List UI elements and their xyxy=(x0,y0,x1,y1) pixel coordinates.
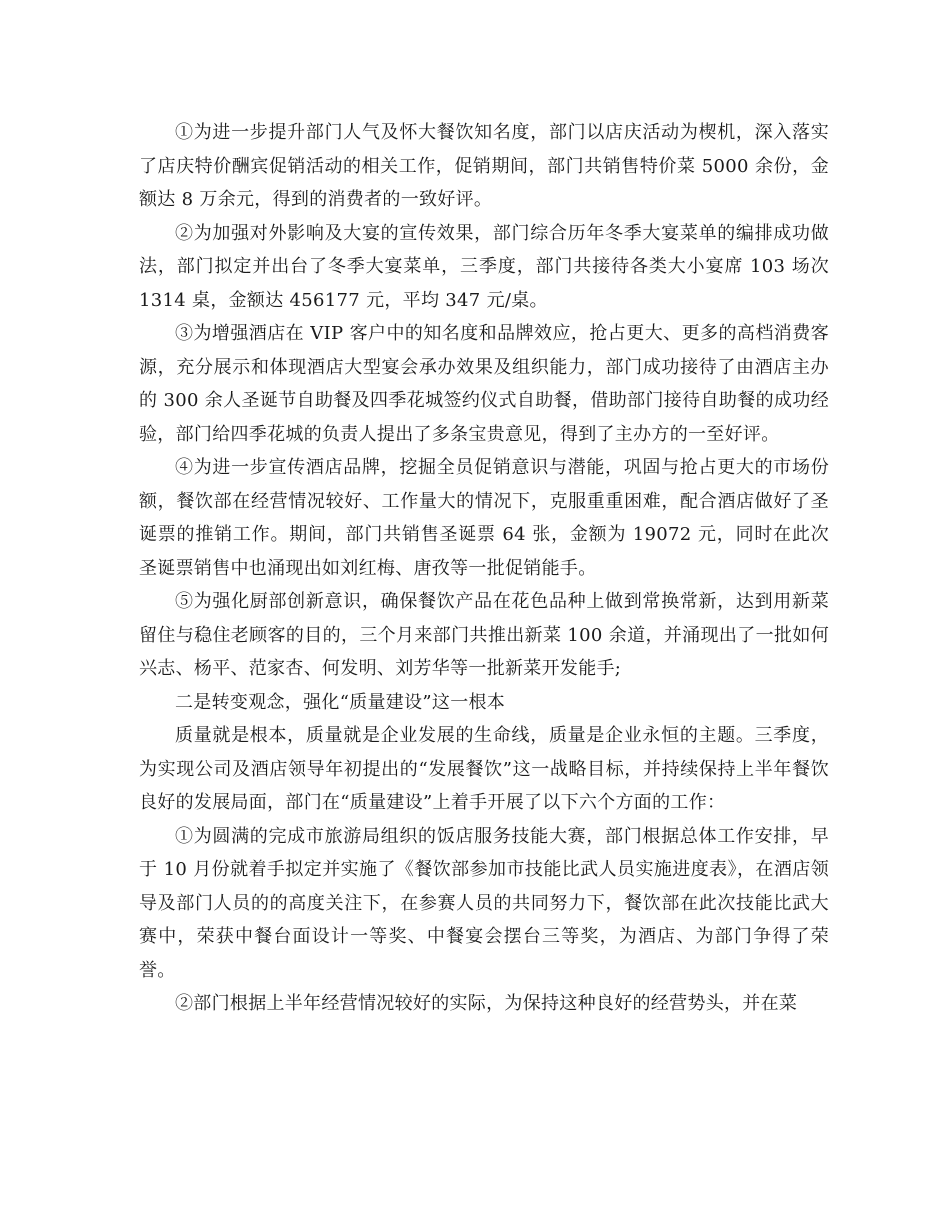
paragraph-skills-competition: ①为圆满的完成市旅游局组织的饭店服务技能大赛，部门根据总体工作安排，早于 10 月份就着手拟定并实施了《餐饮部参加市技能比武人员实施进度表》，在酒店领导及部门人员的的高度关注下，在参赛人员的共同努力下，餐饮部在此次技能比武大赛中，荣获中餐台面设计一等奖、中餐宴会摆台三等奖，为酒店、为部门争得了荣誉。 xyxy=(139,825,829,981)
paragraph-business-momentum: ②部门根据上半年经营情况较好的实际，为保持这种良好的经营势头，并在菜 xyxy=(175,993,798,1014)
document-body xyxy=(139,116,829,1021)
paragraph-christmas-ticket-sales: ④为进一步宣传酒店品牌，挖掘全员促销意识与潜能，巩固与抢占更大的市场份额，餐饮部在经营情况较好、工作量大的情况下，克服重重困难，配合酒店做好了圣诞票的推销工作。期间，部门共销售圣诞票 64 张，金额为 19072 元，同时在此次圣诞票销售中也涌现出如刘红梅、唐孜等一批促销能手。 xyxy=(139,457,829,579)
paragraph-vip-brand-effect: ③为增强酒店在 VIP 客户中的知名度和品牌效应，抢占更大、更多的高档消费客源，充分展示和体现酒店大型宴会承办效果及组织能力，部门成功接待了由酒店主办的 300 余人圣诞节自助餐及四季花城签约仪式自助餐，借助部门接待自助餐的成功经验，部门给四季花城的负责人提出了多条宝贵意见，得到了主办方的一至好评。 xyxy=(139,323,829,445)
paragraph-quality-intro: 质量就是根本，质量就是企业发展的生命线，质量是企业永恒的主题。三季度，为实现公司及酒店领导年初提出的“发展餐饮”这一战略目标，并持续保持上半年餐饮良好的发展局面，部门在“质量建设”上着手开展了以下六个方面的工作： xyxy=(139,725,829,813)
paragraph-winter-banquet-menu: ②为加强对外影响及大宴的宣传效果，部门综合历年冬季大宴菜单的编排成功做法，部门拟定并出台了冬季大宴菜单，三季度，部门共接待各类大小宴席 103 场次 1314 桌，金额达 456177 元，平均 347 元/桌。 xyxy=(139,222,829,311)
section-heading-quality-building: 二是转变观念，强化“质量建设”这一根本 xyxy=(175,691,506,713)
paragraph-store-anniversary-promotion: ①为进一步提升部门人气及怀大餐饮知名度，部门以店庆活动为楔机，深入落实了店庆特价酬宾促销活动的相关工作，促销期间，部门共销售特价菜 5000 余份，金额达 8 万余元，得到的消费者的一致好评。 xyxy=(139,122,829,210)
paragraph-kitchen-innovation: ⑤为强化厨部创新意识，确保餐饮产品在花色品种上做到常换常新，达到用新菜留住与稳住老顾客的目的，三个月来部门共推出新菜 100 余道，并涌现出了一批如何兴志、杨平、范家杏、何发明、刘芳华等一批新菜开发能手; xyxy=(139,591,829,679)
